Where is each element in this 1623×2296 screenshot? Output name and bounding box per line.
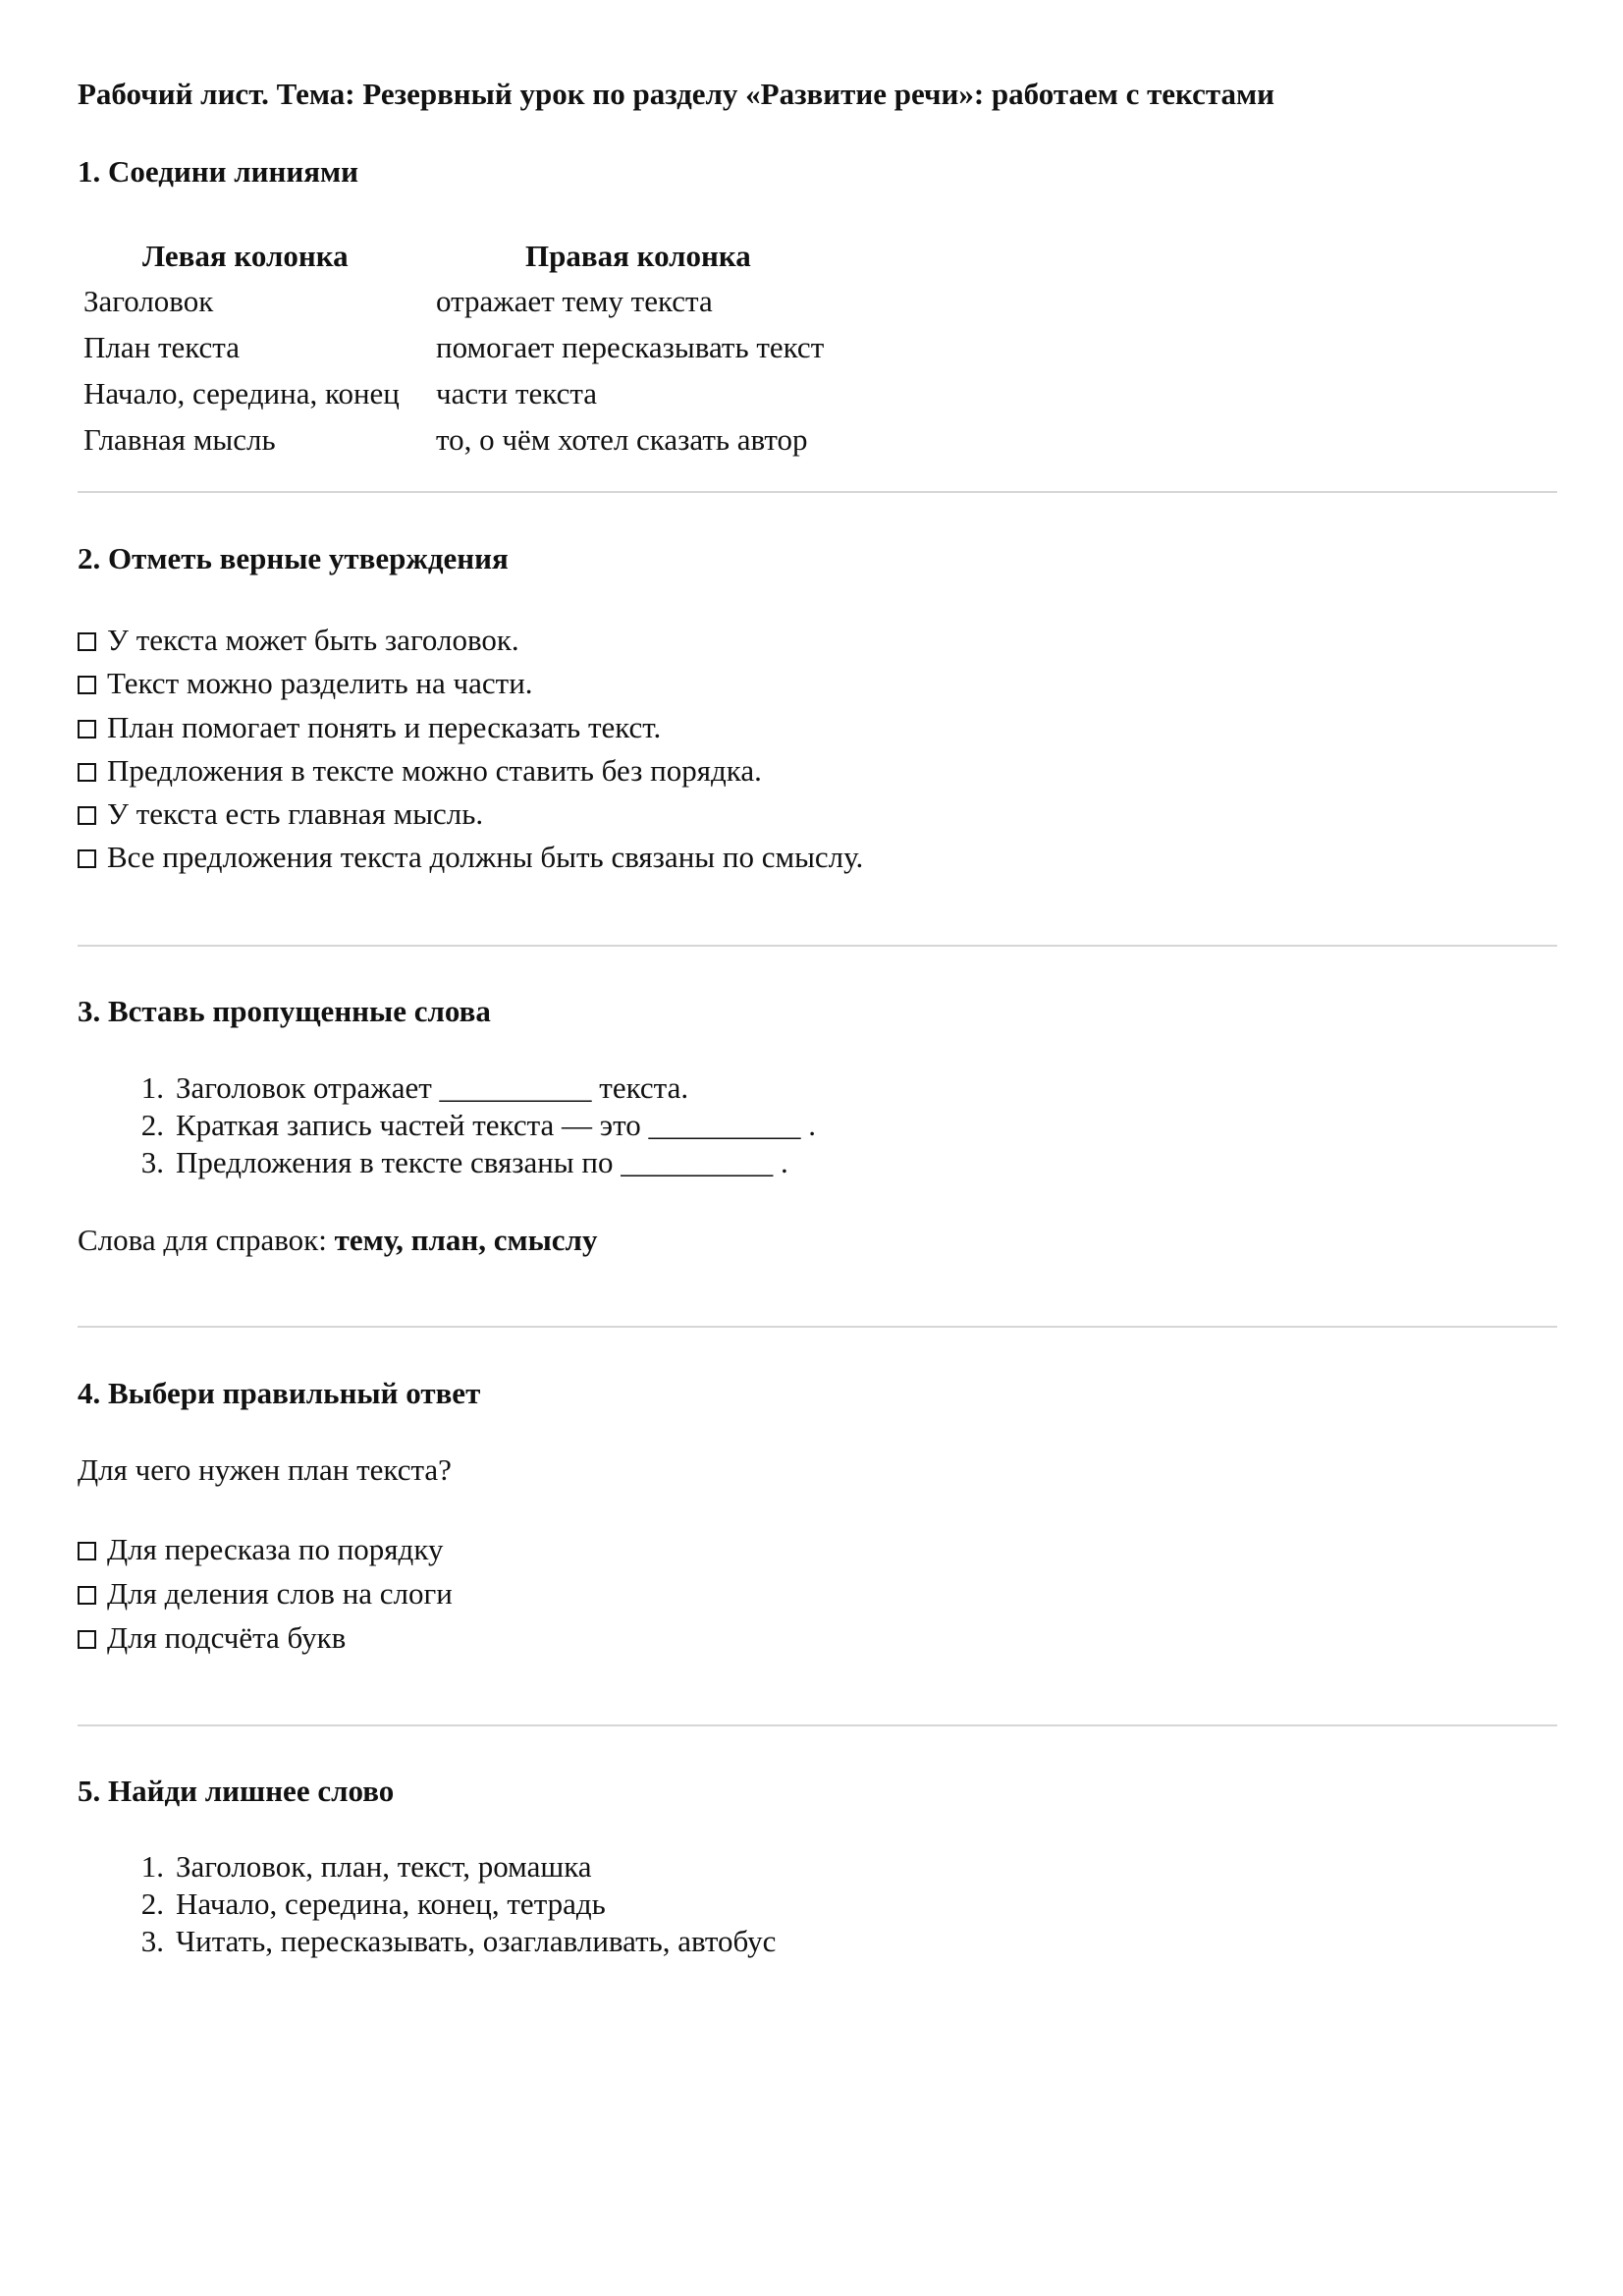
section-divider bbox=[78, 491, 1557, 493]
section-3-heading: 3. Вставь пропущенные слова bbox=[78, 994, 491, 1028]
answer-checkbox[interactable] bbox=[78, 1630, 96, 1649]
answer-text: Для деления слов на слоги bbox=[107, 1576, 453, 1611]
odd-word-text: Начало, середина, конец, тетрадь bbox=[176, 1886, 606, 1921]
answer-checkbox[interactable] bbox=[78, 1542, 96, 1560]
statement-item bbox=[78, 623, 519, 658]
statement-checkbox[interactable] bbox=[78, 632, 96, 651]
statement-item bbox=[78, 796, 483, 832]
right-item-2: помогает пересказывать текст bbox=[436, 330, 825, 364]
statement-checkbox[interactable] bbox=[78, 720, 96, 738]
statement-item bbox=[78, 710, 661, 745]
right-item-3: части текста bbox=[436, 376, 598, 410]
item-number: 1. bbox=[140, 1849, 164, 1884]
answer-option bbox=[78, 1620, 346, 1656]
left-item-4: Главная мысль bbox=[83, 422, 276, 457]
statement-text: У текста есть главная мысль. bbox=[107, 796, 484, 831]
item-number: 3. bbox=[140, 1924, 164, 1958]
statement-text: Текст можно разделить на части. bbox=[107, 666, 533, 700]
section-divider bbox=[78, 1724, 1557, 1726]
item-number: 2. bbox=[140, 1886, 164, 1921]
section-divider bbox=[78, 945, 1557, 947]
right-item-4: то, о чём хотел сказать автор bbox=[436, 422, 808, 457]
section-2-heading: 2. Отметь верные утверждения bbox=[78, 541, 509, 575]
hint-words: тему, план, смыслу bbox=[334, 1223, 598, 1257]
answer-text: Для подсчёта букв bbox=[107, 1620, 347, 1655]
statement-item bbox=[78, 666, 533, 701]
item-number: 3. bbox=[140, 1145, 164, 1179]
answer-checkbox[interactable] bbox=[78, 1586, 96, 1605]
fill-in-text: Краткая запись частей текста — это __________ . bbox=[176, 1108, 816, 1142]
left-item-2: План текста bbox=[83, 330, 240, 364]
odd-word-text: Читать, пересказывать, озаглавливать, автобус bbox=[176, 1924, 777, 1958]
odd-word-text: Заголовок, план, текст, ромашка bbox=[176, 1849, 592, 1884]
statement-checkbox[interactable] bbox=[78, 763, 96, 782]
statement-text: Предложения в тексте можно ставить без порядка. bbox=[107, 753, 762, 788]
statement-item bbox=[78, 840, 863, 875]
fill-in-text: Заголовок отражает __________ текста. bbox=[176, 1070, 689, 1105]
fill-in-text: Предложения в тексте связаны по __________ . bbox=[176, 1145, 788, 1179]
section-divider bbox=[78, 1326, 1557, 1328]
statement-text: Все предложения текста должны быть связаны по смыслу. bbox=[107, 840, 864, 874]
statement-item bbox=[78, 753, 762, 789]
section-4-heading: 4. Выбери правильный ответ bbox=[78, 1376, 481, 1410]
statement-text: У текста может быть заголовок. bbox=[107, 623, 519, 657]
item-number: 2. bbox=[140, 1108, 164, 1142]
answer-option bbox=[78, 1576, 453, 1612]
right-item-1: отражает тему текста bbox=[436, 284, 713, 318]
question-text: Для чего нужен план текста? bbox=[78, 1452, 452, 1487]
section-5-heading: 5. Найди лишнее слово bbox=[78, 1774, 395, 1808]
hint-line bbox=[78, 1225, 597, 1255]
section-1-heading: 1. Соедини линиями bbox=[78, 154, 358, 189]
left-item-1: Заголовок bbox=[83, 284, 214, 318]
right-column-header: Правая колонка bbox=[525, 239, 751, 273]
statement-checkbox[interactable] bbox=[78, 806, 96, 825]
statement-text: План помогает понять и пересказать текст. bbox=[107, 710, 662, 744]
answer-text: Для пересказа по порядку bbox=[107, 1532, 444, 1566]
hint-label: Слова для справок: bbox=[78, 1223, 335, 1257]
answer-option bbox=[78, 1532, 443, 1567]
statement-checkbox[interactable] bbox=[78, 676, 96, 694]
statement-checkbox[interactable] bbox=[78, 849, 96, 868]
left-column-header: Левая колонка bbox=[142, 239, 349, 273]
worksheet-title: Рабочий лист. Тема: Резервный урок по разделу «Развитие речи»: работаем с текстами bbox=[78, 77, 1274, 111]
left-item-3: Начало, середина, конец bbox=[83, 376, 400, 410]
item-number: 1. bbox=[140, 1070, 164, 1105]
